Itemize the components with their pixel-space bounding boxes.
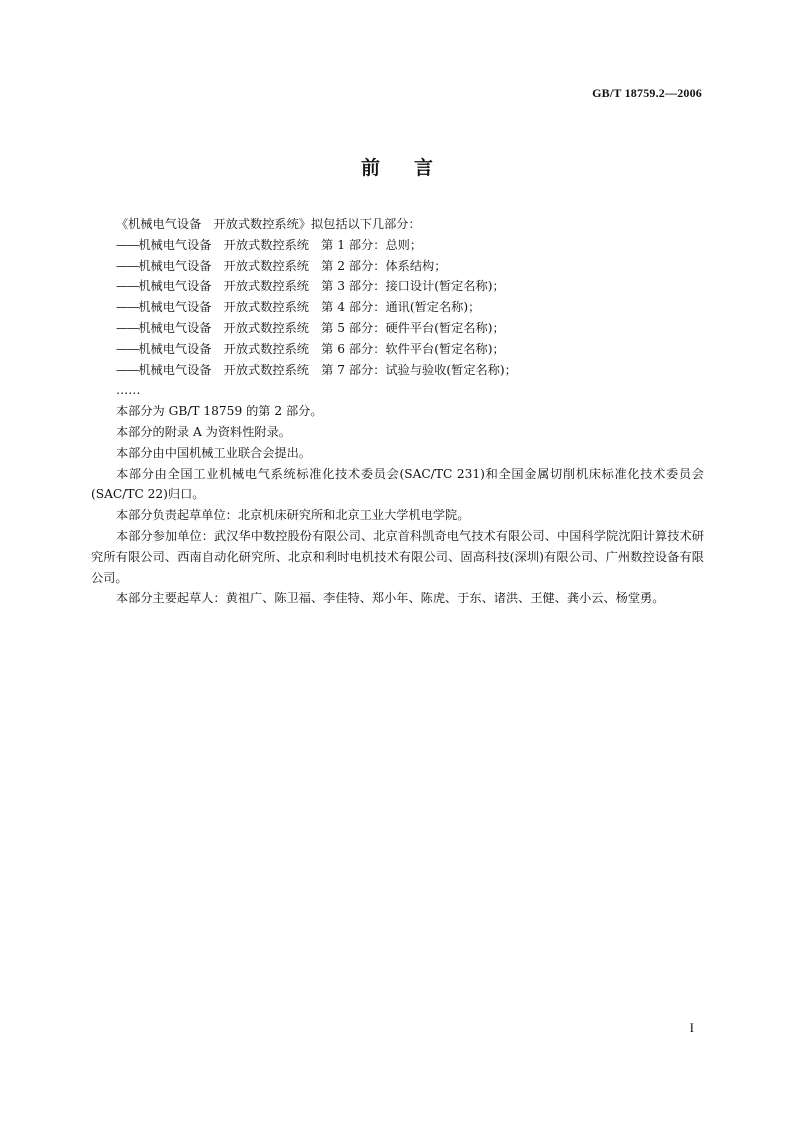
- part-text: 机械电气设备 开放式数控系统 第 1 部分：总则；: [138, 237, 423, 252]
- paragraph-part-number: 本部分为 GB/T 18759 的第 2 部分。: [116, 404, 323, 419]
- part-text: 机械电气设备 开放式数控系统 第 6 部分：软件平台(暂定名称)；: [138, 341, 505, 356]
- intro-line: 《机械电气设备 开放式数控系统》拟包括以下几部分：: [116, 217, 421, 231]
- dash-mark: ——: [116, 320, 139, 335]
- paragraph-proposed-by: 本部分由中国机械工业联合会提出。: [116, 445, 311, 460]
- dash-mark: ——: [116, 362, 139, 377]
- part-item: [91, 276, 704, 297]
- part-text: 机械电气设备 开放式数控系统 第 5 部分：硬件平台(暂定名称)；: [138, 320, 505, 335]
- ellipsis: ……: [116, 383, 141, 398]
- page-number: I: [689, 1020, 694, 1035]
- dash-mark: ——: [116, 341, 139, 356]
- part-item: [91, 256, 704, 277]
- part-text: 机械电气设备 开放式数控系统 第 7 部分：试验与验收(暂定名称)；: [138, 362, 517, 377]
- page-title: 前言: [360, 157, 467, 179]
- paragraph-committee: 本部分由全国工业机械电气系统标准化技术委员会(SAC/TC 231)和全国金属切削机床标准化技术委员会(SAC/TC 22)归口。: [91, 466, 704, 502]
- dash-mark: ——: [116, 237, 139, 252]
- dash-mark: ——: [116, 258, 139, 273]
- dash-mark: ——: [116, 279, 139, 294]
- paragraph-drafters: 本部分主要起草人：黄祖广、陈卫福、李佳特、郑小年、陈虎、于东、诸洪、王健、龚小云、杨堂勇。: [116, 591, 665, 606]
- part-item: [91, 235, 704, 256]
- part-item: [91, 318, 704, 339]
- part-text: 机械电气设备 开放式数控系统 第 2 部分：体系结构；: [138, 258, 447, 273]
- dash-mark: ——: [116, 300, 139, 315]
- part-item: [91, 297, 704, 318]
- foreword-body: [91, 214, 704, 609]
- standard-code: GB/T 18759.2—2006: [592, 86, 702, 100]
- part-item: [91, 360, 704, 381]
- part-item: [91, 339, 704, 360]
- part-text: 机械电气设备 开放式数控系统 第 4 部分：通讯(暂定名称)；: [138, 300, 481, 315]
- paragraph-drafting-units: 本部分负责起草单位：北京机床研究所和北京工业大学机电学院。: [116, 508, 470, 523]
- part-text: 机械电气设备 开放式数控系统 第 3 部分：接口设计(暂定名称)；: [138, 279, 505, 294]
- paragraph-participating-units: 本部分参加单位：武汉华中数控股份有限公司、北京首科凯奇电气技术有限公司、中国科学院沈阳计算技术研究所有限公司、西南自动化研究所、北京和利时电机技术有限公司、固高科技(深圳)有限公司、广州数控设备有限公司。: [91, 528, 704, 585]
- paragraph-annex: 本部分的附录 A 为资料性附录。: [116, 424, 291, 439]
